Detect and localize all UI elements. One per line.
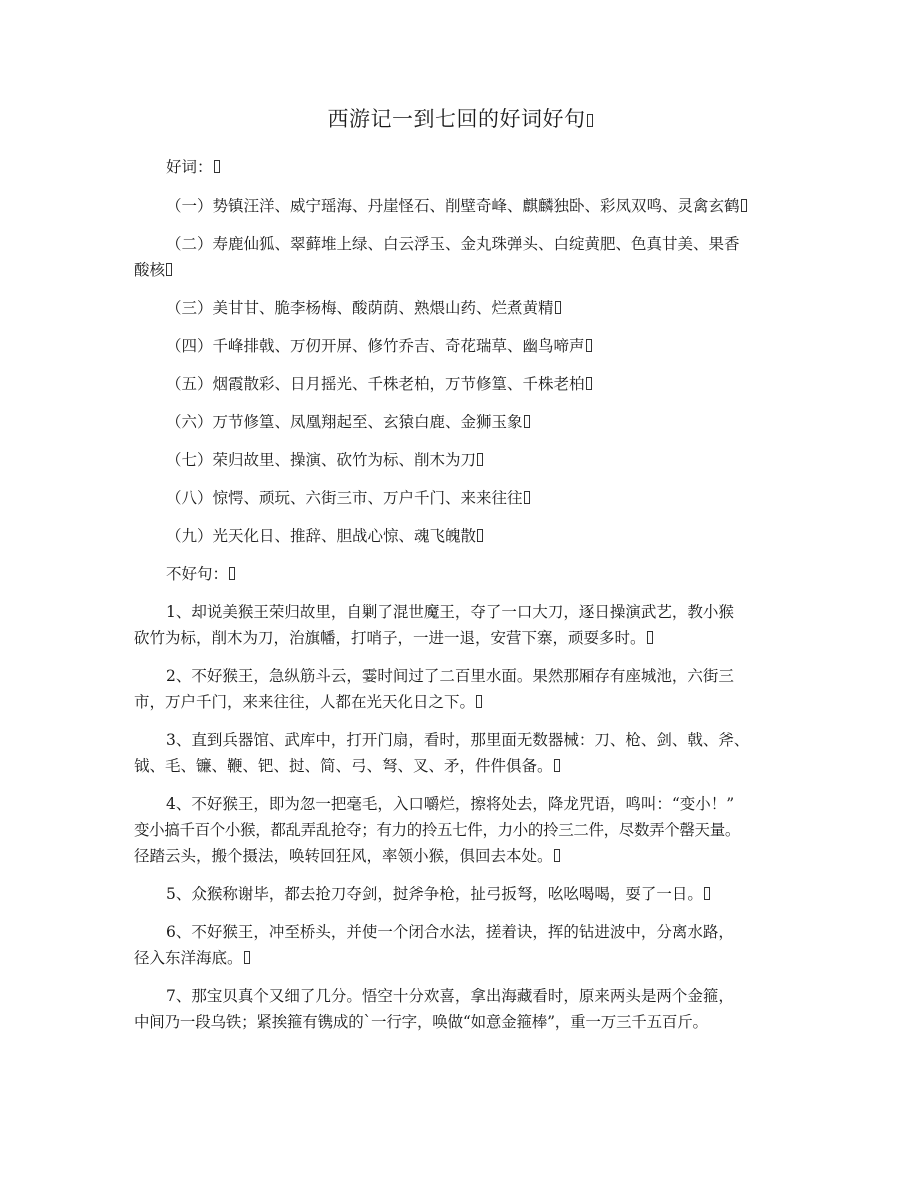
sentence-line-text: 径入东洋海底。 bbox=[134, 949, 243, 967]
paragraph-mark-icon bbox=[586, 339, 592, 352]
sentence-item-4 bbox=[134, 791, 814, 869]
word-item-5 bbox=[134, 371, 814, 397]
sentence-line: 7、那宝贝真个又细了几分。悟空十分欢喜，拿出海藏看时，原来两头是两个金箍， bbox=[166, 987, 734, 1005]
sentence-line: 2、不好猴王，急纵筋斗云，霎时间过了二百里水面。果然那厢存有座城池，六街三 bbox=[166, 667, 734, 685]
sentence-item-1 bbox=[134, 599, 814, 651]
word-line: （七）荣归故里、操演、砍竹为标、削木为刀 bbox=[166, 451, 477, 469]
section-label-text: 不好句： bbox=[166, 565, 229, 583]
sentence-line-cont bbox=[134, 689, 814, 715]
paragraph-mark-icon bbox=[741, 199, 747, 212]
word-line: （二）寿鹿仙狐、翠藓堆上绿、白云浮玉、金丸珠弹头、白绽黄肥、色真甘美、果香 bbox=[166, 235, 740, 253]
paragraph-mark-icon bbox=[477, 529, 483, 542]
paragraph-mark-icon bbox=[586, 377, 592, 390]
sentence-line-cont bbox=[134, 753, 814, 779]
paragraph-mark-icon bbox=[476, 695, 482, 708]
paragraph-mark-icon bbox=[554, 759, 560, 772]
section-label-words bbox=[134, 154, 814, 180]
sentence-line: 3、直到兵器馆、武库中，打开门扇，看时，那里面无数器械：刀、枪、剑、戟、斧、 bbox=[166, 731, 750, 749]
paragraph-mark-icon bbox=[555, 301, 561, 314]
paragraph-mark-icon bbox=[166, 263, 172, 276]
word-item-3 bbox=[134, 295, 814, 321]
sentence-item-2 bbox=[134, 663, 814, 715]
sentence-line: 6、不好猴王，冲至桥头，并使一个闭合水法，搓着诀，挥的钻进波中，分离水路， bbox=[166, 923, 734, 941]
sentence-item-3 bbox=[134, 727, 814, 779]
word-line: （九）光天化日、推辞、胆战心惊、魂飞魄散 bbox=[166, 527, 477, 545]
paragraph-mark-icon bbox=[704, 887, 710, 900]
paragraph-mark-icon bbox=[524, 415, 530, 428]
section-label-sentences bbox=[134, 561, 814, 587]
word-line-text: 酸核 bbox=[134, 261, 166, 279]
sentence-line-text: 砍竹为标，削木为刀，治旗幡，打哨子，一进一退，安营下寨，顽耍多时。 bbox=[134, 629, 646, 647]
sentence-line-cont bbox=[134, 625, 814, 651]
sentence-item-5 bbox=[134, 881, 814, 907]
sentence-line: 中间乃一段乌铁；紧挨箍有镌成的`一行字，唤做“如意金箍棒”，重一万三千五百斤。 bbox=[134, 1013, 708, 1031]
word-item-8 bbox=[134, 485, 814, 511]
sentence-line-text: 钺、毛、镰、鞭、钯、挝、简、弓、弩、叉、矛，件件俱备。 bbox=[134, 757, 553, 775]
sentence-line: 4、不好猴王，即为忽一把毫毛，入口嚼烂，擦将处去，降龙咒语，鸣叫：“变小！” bbox=[166, 795, 735, 813]
sentence-line-text: 径踏云头，搬个摄法，唤转回狂风，率领小猴，俱回去本处。 bbox=[134, 847, 553, 865]
word-line: （三）美甘甘、脆李杨梅、酸荫荫、熟煨山药、烂煮黄精 bbox=[166, 299, 554, 317]
sentence-line-cont bbox=[134, 843, 814, 869]
word-line: （五）烟霞散彩、日月摇光、千株老柏，万节修篁、千株老柏 bbox=[166, 375, 585, 393]
word-item-1 bbox=[134, 193, 814, 219]
paragraph-mark-icon bbox=[647, 631, 653, 644]
word-line-cont bbox=[134, 257, 814, 283]
paragraph-mark-icon bbox=[554, 849, 560, 862]
paragraph-mark-icon bbox=[244, 951, 250, 964]
word-item-9 bbox=[134, 523, 814, 549]
word-item-2 bbox=[134, 231, 814, 283]
paragraph-mark-icon bbox=[214, 160, 220, 173]
sentence-line-text: 市，万户千门，来来往往，人都在光天化日之下。 bbox=[134, 693, 476, 711]
title-text: 西游记一到七回的好词好句 bbox=[327, 107, 586, 131]
document-body bbox=[134, 148, 814, 1035]
word-line: （八）惊愕、顽玩、六街三市、万户千门、来来往往 bbox=[166, 489, 523, 507]
word-item-4 bbox=[134, 333, 814, 359]
word-line: （一）势镇汪洋、威宁瑶海、丹崖怪石、削壁奇峰、麒麟独卧、彩凤双鸣、灵禽玄鹤 bbox=[166, 197, 740, 215]
sentence-item-6 bbox=[134, 919, 814, 971]
word-line: （六）万节修篁、凤凰翔起至、玄猿白鹿、金狮玉象 bbox=[166, 413, 523, 431]
word-line: （四）千峰排戟、万仞开屏、修竹乔吉、奇花瑞草、幽鸟啼声 bbox=[166, 337, 585, 355]
paragraph-mark-icon bbox=[587, 114, 593, 127]
word-item-6 bbox=[134, 409, 814, 435]
word-item-7 bbox=[134, 447, 814, 473]
sentence-item-7 bbox=[134, 983, 814, 1035]
sentence-line: 5、众猴称谢毕，都去抢刀夺剑，挝斧争枪，扯弓扳弩，吆吆喝喝，耍了一日。 bbox=[166, 885, 703, 903]
section-label-text: 好词： bbox=[166, 158, 213, 176]
page-title bbox=[0, 104, 920, 134]
paragraph-mark-icon bbox=[524, 491, 530, 504]
sentence-line: 1、却说美猴王荣归故里，自剿了混世魔王，夺了一口大刀，逐日操演武艺，教小猴 bbox=[166, 603, 734, 621]
sentence-line-cont bbox=[134, 945, 814, 971]
sentence-line: 变小搞千百个小猴，都乱弄乱抢夺；有力的拎五七件，力小的拎三二件，尽数弄个罄天量。 bbox=[134, 821, 741, 839]
paragraph-mark-icon bbox=[477, 453, 483, 466]
paragraph-mark-icon bbox=[229, 567, 235, 580]
